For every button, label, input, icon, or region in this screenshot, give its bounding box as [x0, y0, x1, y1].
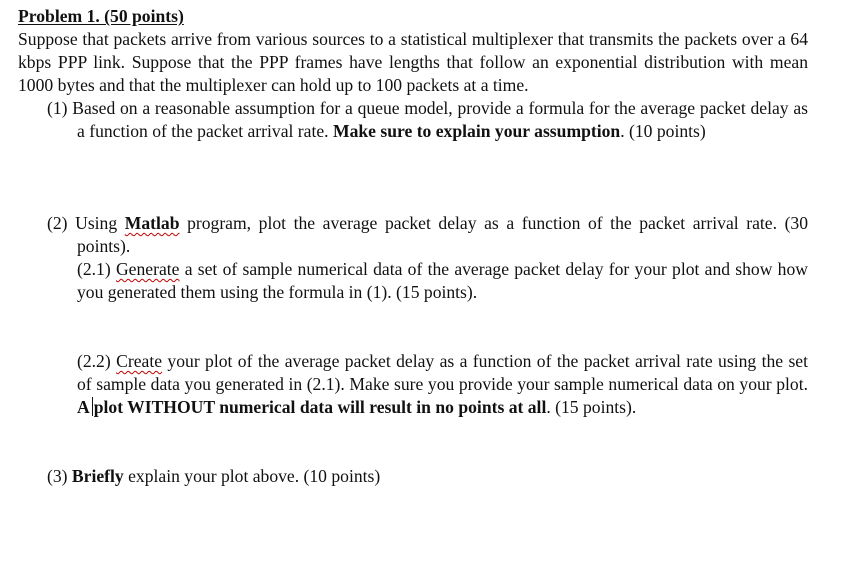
- part-1-emphasis: Make sure to explain your assumption: [332, 121, 621, 141]
- problem-title: Problem 1. (50 points): [18, 6, 184, 26]
- part-3-emphasis: Briefly: [71, 466, 124, 486]
- answer-space-1: [18, 143, 808, 212]
- part-3: [47, 465, 808, 488]
- part-2: [47, 212, 808, 258]
- part-1-text: Based on a reasonable assumption for a queue model, provide a formula for the average packet delay as a function of the packet arrival rate.: [72, 98, 808, 141]
- part-2-label: (2): [47, 213, 68, 233]
- part-3-label: (3): [47, 466, 68, 486]
- text-cursor: [92, 397, 93, 416]
- problem-intro: Suppose that packets arrive from various sources to a statistical multiplexer that transmits the packets over a 64 kbps PPP link. Suppose that the PPP frames have lengths that follow an exponential distribution with mean 1000 bytes and that the multiplexer can hold up to 100 packets at a time.: [18, 29, 808, 95]
- part-2-2: [77, 350, 808, 419]
- answer-space-3: [18, 419, 808, 465]
- part-1: [47, 97, 808, 143]
- part-2-2-points: . (15 points).: [546, 397, 637, 417]
- part-2-2-text: your plot of the average packet delay as a function of the packet arrival rate using the set of sample data you generated in (2.1). Make sure you provide your sample numerical data on your plot.: [77, 351, 808, 394]
- answer-space-2: [18, 304, 808, 350]
- part-2-1-label: (2.1): [77, 259, 111, 279]
- generate-word: Generate: [115, 259, 180, 279]
- part-2-2-emphasis-b: plot WITHOUT numerical data will result in no points at all: [93, 397, 547, 417]
- create-word: Create: [116, 351, 163, 371]
- part-2-1-text: a set of sample numerical data of the average packet delay for your plot and show how you generated them using the formula in (1). (15 points).: [77, 259, 808, 302]
- part-1-points: . (10 points): [620, 121, 706, 141]
- part-2-2-label: (2.2): [77, 351, 111, 371]
- part-2-2-emphasis-a: A: [77, 397, 90, 417]
- problem-document: [18, 5, 808, 488]
- part-2-1: [77, 258, 808, 304]
- part-2-using: Using: [75, 213, 118, 233]
- matlab-word: Matlab: [124, 213, 180, 233]
- part-2-text: program, plot the average packet delay as a function of the packet arrival rate. (30 points).: [77, 213, 809, 256]
- part-3-text: explain your plot above. (10 points): [128, 466, 381, 486]
- part-1-label: (1): [47, 98, 68, 118]
